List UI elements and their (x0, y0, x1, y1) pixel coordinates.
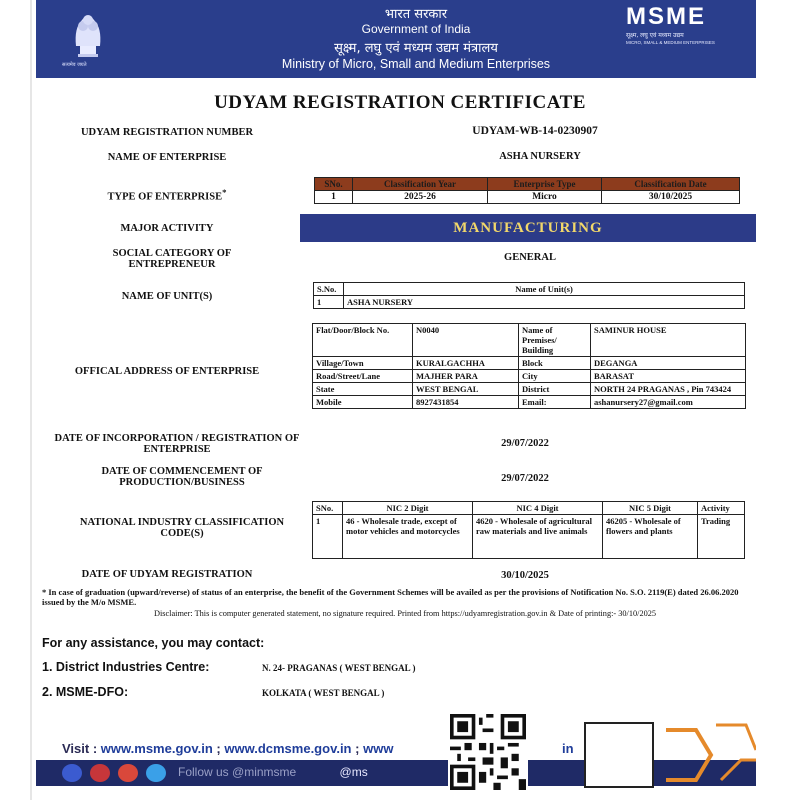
msme-logo-sub-hindi: सूक्ष्म, लघु एवं मध्यम उद्यम (626, 32, 684, 39)
incorporation-label: DATE OF INCORPORATION / REGISTRATION OF ENTERPRISE (54, 433, 300, 455)
header-hindi-line2: सूक्ष्म, लघु एवं मध्यम उद्यम मंत्रालय (334, 41, 498, 56)
udyam-date-value: 30/10/2025 (501, 570, 549, 581)
twitter-icon[interactable] (146, 764, 166, 782)
type-label-text: TYPE OF ENTERPRISE (107, 191, 223, 203)
table-row (313, 370, 746, 383)
table-cell: Micro (488, 191, 602, 204)
table-header: NIC 2 Digit (343, 502, 473, 515)
table-cell: ASHA NURSERY (344, 296, 745, 309)
table-header: Enterprise Type (488, 178, 602, 191)
table-header: Classification Date (602, 178, 740, 191)
unit-name-label: NAME OF UNIT(S) (121, 291, 213, 302)
visit-separator: ; (355, 741, 360, 756)
table-cell: 1 (314, 296, 344, 309)
address-key: Road/Street/Lane (313, 370, 413, 383)
qr-code-icon (448, 712, 528, 792)
table-header: SNo. (313, 502, 343, 515)
instagram-icon[interactable] (118, 764, 138, 782)
table-row (313, 324, 746, 357)
address-key: Name of Premises/ Building (519, 324, 591, 357)
msme-logo-sub-english: MICRO, SMALL & MEDIUM ENTERPRISES (626, 40, 715, 45)
address-value: DEGANGA (591, 357, 746, 370)
msme-logo: MSME (626, 3, 706, 30)
visit-line (62, 741, 393, 756)
certificate-title: UDYAM REGISTRATION CERTIFICATE (214, 92, 586, 113)
address-value: BARASAT (591, 370, 746, 383)
table-row (313, 515, 745, 559)
address-key: District (519, 383, 591, 396)
address-key: Block (519, 357, 591, 370)
enterprise-type-table (314, 177, 740, 204)
visit-prefix: Visit : (62, 741, 98, 756)
table-header: Name of Unit(s) (344, 283, 745, 296)
udyam-date-label: DATE OF UDYAM REGISTRATION (81, 569, 253, 580)
site3-link[interactable]: www (363, 741, 394, 756)
page-edge (30, 0, 32, 800)
type-label (42, 187, 292, 203)
dcmsme-site-link[interactable]: www.dcmsme.gov.in (224, 741, 352, 756)
table-cell: 2025-26 (353, 191, 488, 204)
table-cell: 46205 - Wholesale of flowers and plants (603, 515, 698, 559)
emblem-caption: सत्यमेव जयते (62, 62, 87, 68)
reg-number-label: UDYAM REGISTRATION NUMBER (80, 127, 254, 138)
table-header-row (314, 283, 745, 296)
table-cell: 4620 - Wholesale of agricultural raw materials and live animals (473, 515, 603, 559)
address-key: City (519, 370, 591, 383)
major-activity-value: MANUFACTURING (300, 214, 756, 242)
address-key: Flat/Door/Block No. (313, 324, 413, 357)
contact-heading: For any assistance, you may contact: (42, 636, 265, 650)
commencement-value: 29/07/2022 (501, 473, 549, 484)
unit-table (313, 282, 745, 309)
table-cell: 46 - Wholesale trade, except of motor vehicles and motorcycles (343, 515, 473, 559)
address-value: N0040 (413, 324, 519, 357)
address-label: OFFICAL ADDRESS OF ENTERPRISE (74, 366, 260, 377)
table-header-row (315, 178, 740, 191)
social-category-label: SOCIAL CATEGORY OF ENTREPRENEUR (112, 248, 232, 270)
table-header-row (313, 502, 745, 515)
address-value: ashanursery27@gmail.com (591, 396, 746, 409)
address-key: State (313, 383, 413, 396)
table-row (313, 357, 746, 370)
decorative-hexagon-art (656, 720, 756, 786)
address-value: KURALGACHHA (413, 357, 519, 370)
table-cell: Trading (698, 515, 745, 559)
address-key: Email: (519, 396, 591, 409)
header-hindi-line1: भारत सरकार (384, 7, 448, 22)
address-value: MAJHER PARA (413, 370, 519, 383)
table-header: Classification Year (353, 178, 488, 191)
nic-label: NATIONAL INDUSTRY CLASSIFICATION CODE(S) (79, 517, 285, 539)
table-cell: 1 (313, 515, 343, 559)
type-label-star: * (222, 187, 227, 197)
table-header: NIC 5 Digit (603, 502, 698, 515)
facebook-icon[interactable] (62, 764, 82, 782)
graduation-note: * In case of graduation (upward/reverse) of status of an enterprise, the benefit of the Government Schemes will be availed as per the provisions of Notification No. S.O. 2119(E) dated 26.06.2020 issued by the M/o MSME. (42, 587, 739, 607)
reg-number-value: UDYAM-WB-14-0230907 (472, 125, 598, 137)
address-value: SAMINUR HOUSE (591, 324, 746, 357)
table-header: Activity (698, 502, 745, 515)
disclaimer: Disclaimer: This is computer generated statement, no signature required. Printed from https://udyamregistration.gov.in & Date of printing:- 30/10/2025 (153, 609, 657, 618)
table-row (313, 383, 746, 396)
enterprise-name-value: ASHA NURSERY (499, 151, 581, 162)
msme-site-link[interactable]: www.msme.gov.in (100, 741, 213, 756)
follow-handle: Follow us @minmsme (178, 765, 297, 779)
major-activity-label: MAJOR ACTIVITY (120, 223, 214, 234)
stamp-box (584, 722, 654, 788)
commencement-label: DATE OF COMMENCEMENT OF PRODUCTION/BUSINESS (101, 466, 263, 488)
address-value: NORTH 24 PRAGANAS , Pin 743424 (591, 383, 746, 396)
table-header: S.No. (314, 283, 344, 296)
site-tail: in (562, 741, 574, 756)
enterprise-name-label: NAME OF ENTERPRISE (107, 152, 227, 163)
dfo-label: 2. MSME-DFO: (42, 685, 129, 699)
follow-us-text (178, 765, 368, 779)
table-row (315, 191, 740, 204)
dfo-value: KOLKATA ( WEST BENGAL ) (262, 688, 385, 698)
social-category-value: GENERAL (504, 252, 556, 263)
address-key: Village/Town (313, 357, 413, 370)
header-english-line2: Ministry of Micro, Small and Medium Enterprises (281, 57, 551, 71)
table-row (313, 396, 746, 409)
table-header: NIC 4 Digit (473, 502, 603, 515)
header-banner (36, 0, 756, 78)
table-header: SNo. (315, 178, 353, 191)
address-table (312, 323, 746, 409)
dic-value: N. 24- PRAGANAS ( WEST BENGAL ) (262, 663, 416, 673)
dic-label: 1. District Industries Centre: (42, 660, 210, 674)
nic-table (312, 501, 745, 559)
youtube-icon[interactable] (90, 764, 110, 782)
table-cell: 30/10/2025 (602, 191, 740, 204)
address-key: Mobile (313, 396, 413, 409)
address-value: WEST BENGAL (413, 383, 519, 396)
follow-tail: @ms (339, 765, 368, 779)
visit-separator: ; (216, 741, 221, 756)
incorporation-value: 29/07/2022 (501, 438, 549, 449)
table-cell: 1 (315, 191, 353, 204)
address-value: 8927431854 (413, 396, 519, 409)
table-row (314, 296, 745, 309)
header-english-line1: Government of India (361, 22, 471, 36)
